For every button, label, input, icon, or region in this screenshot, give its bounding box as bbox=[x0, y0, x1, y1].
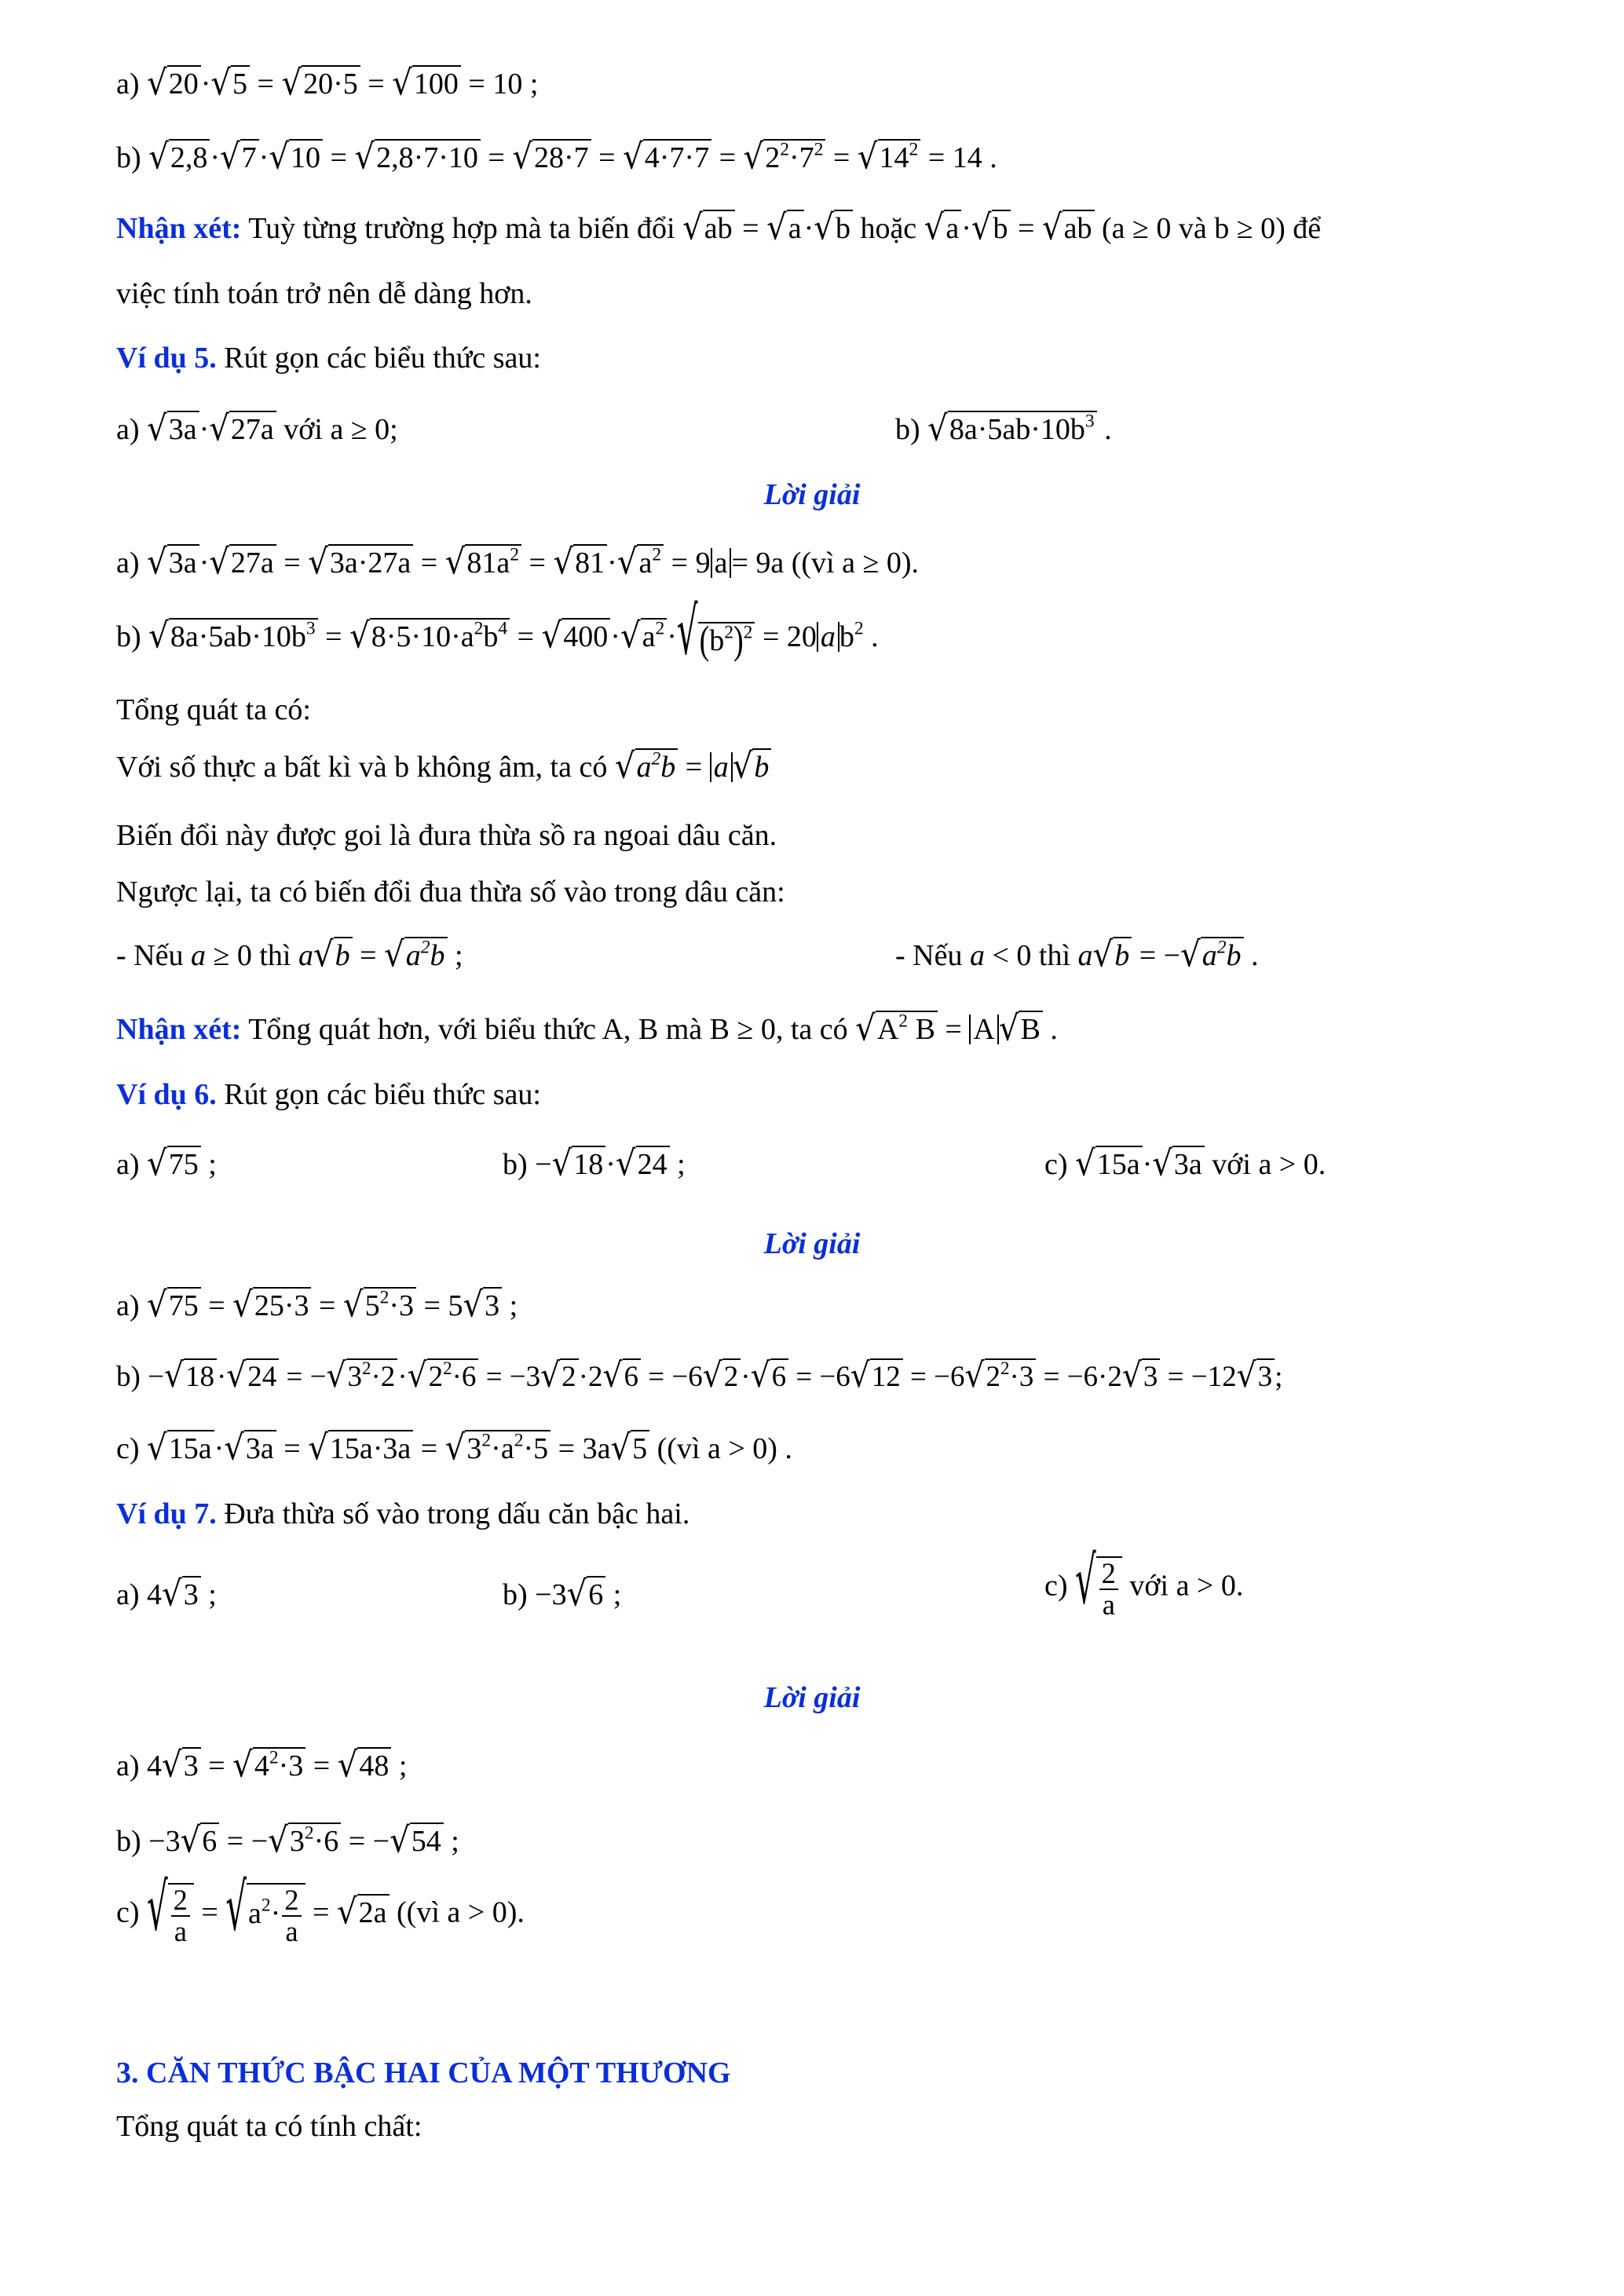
example-6-problem-c: c) √15a·√3a với a > 0. bbox=[1044, 1143, 1326, 1184]
example-7-solution-a: a) $4√3 = √4^2\cdot 3 = √48$ ; bbox=[116, 1745, 408, 1786]
example-7-title: Ví dụ 7. Đưa thừa số vào trong dấu căn bậc hai. bbox=[116, 1497, 690, 1530]
general-1: Tổng quát ta có: bbox=[116, 693, 311, 726]
solution-heading-5: Lời giải bbox=[763, 478, 861, 511]
transform-in: Ngược lại, ta có biến đổi đua thừa số vào trong dâu căn: bbox=[116, 876, 785, 909]
solution-heading-6: Lời giải bbox=[763, 1227, 861, 1260]
example-6-title: Ví dụ 6. Rút gọn các biểu thức sau: bbox=[116, 1078, 541, 1111]
case-negative: - Nếu a < 0 thì $a√b = -√a^2b$ . bbox=[895, 934, 1259, 975]
example-5-problem-a: a) √3a·√27a với a ≥ 0; bbox=[116, 408, 398, 449]
remark-1-label: Nhận xét: bbox=[116, 212, 242, 245]
example-6-problem-a: a) √75 ; bbox=[116, 1143, 217, 1184]
example-7-solution-b: $b) -3√6 = -√3^2\cdot 6 = -√54$ ; bbox=[116, 1820, 459, 1861]
example-4-solution-a: a) √20·√5 = √20·5 = √100 = 10 ; bbox=[116, 63, 539, 104]
example-6-solution-a: a) $√75 = √25\cdot 3 = √5^2\cdot 3 = 5√3$ ; bbox=[116, 1285, 518, 1325]
example-6-solution-c: c) $√15a\cdot√3a = √15a\cdot 3a = √3^2\cdot a^2\cdot 5 = 3a√5$ ((vì a > 0) . bbox=[116, 1428, 792, 1468]
example-7-problem-b: b) −3√6 ; bbox=[503, 1574, 622, 1614]
example-6-solution-b: $b) -√18\cdot√24 = -√3^2\cdot 2\cdot√2^2\cdot 6 = -3√2\cdot 2√6 = -6√2\cdot√6 = -6√12 = -6√2^2\cdot 3 = -6\cdot 2√3 = -12√3$; bbox=[116, 1356, 1283, 1396]
case-nonnegative: - Nếu a ≥ 0 thì $a√b = √a^2b$ ; bbox=[116, 934, 463, 975]
general-statement: Với số thực a bất kì và b không âm, ta có $√a^2b = a$ √b bbox=[116, 746, 1514, 787]
example-5-solution-a: a) $√3a\cdot√27a = √3a\cdot 27a = √81a^2 = √81\cdot√a^2 = 9$ a = 9a ((vì a ≥ 0). bbox=[116, 542, 920, 583]
remark-1: Nhận xét: Tuỳ từng trường hợp mà ta biến đổi √ab = √a·√b hoặc √a·√b = √ab (a ≥ 0 và b ≥ 0) để bbox=[116, 207, 1322, 248]
remark-2: Nhận xét: Tổng quát hơn, với biểu thức A, B mà B ≥ 0, ta có $√A^2$ B = A √B . bbox=[116, 1008, 1058, 1049]
example-5-solution-b: b) $√8a\cdot 5ab\cdot 10b^3 = √8\cdot 5\cdot 10\cdot a^2b^4 = √400\cdot√a^2\cdot√(b^2)^2 = 20$ a $b^2$ . bbox=[116, 592, 879, 670]
example-5-title: Ví dụ 5. Rút gọn các biểu thức sau: bbox=[116, 342, 541, 375]
example-5-problem-b: b) $√8a\cdot 5ab\cdot 10b^3$ . bbox=[895, 408, 1112, 449]
example-4-solution-b: b) $√2,8\cdot√7\cdot√10 = √2,8\cdot 7\cdot 10 = √28\cdot 7 = √4\cdot 7\cdot 7 = √2^2\cdot 7^2 = √14^2 = 14$ . bbox=[116, 137, 997, 177]
example-7-problem-a: a) 4√3 ; bbox=[116, 1574, 217, 1614]
section-3-heading: 3. CĂN THỨC BẬC HAI CỦA MỘT THƯƠNG bbox=[116, 2057, 731, 2089]
example-6-problem-b: b) −√18·√24 ; bbox=[503, 1143, 686, 1184]
example-7-problem-c: c) √ $\frac{2}{a}$ với a > 0. bbox=[1044, 1541, 1244, 1621]
remark-1-line2: việc tính toán trở nên dễ dàng hơn. bbox=[116, 277, 532, 310]
solution-heading-7: Lời giải bbox=[763, 1681, 861, 1714]
example-7-solution-c: c) √ $\frac{2}{a}$ = $√a^2\cdot$ $\frac{2}{a}$ = √2a ((vì a > 0). bbox=[116, 1868, 525, 1948]
transform-out: Biến đổi này được goi là đura thừa sồ ra ngoai dâu căn. bbox=[116, 819, 777, 852]
general-2: Tổng quát ta có tính chất: bbox=[116, 2110, 422, 2143]
